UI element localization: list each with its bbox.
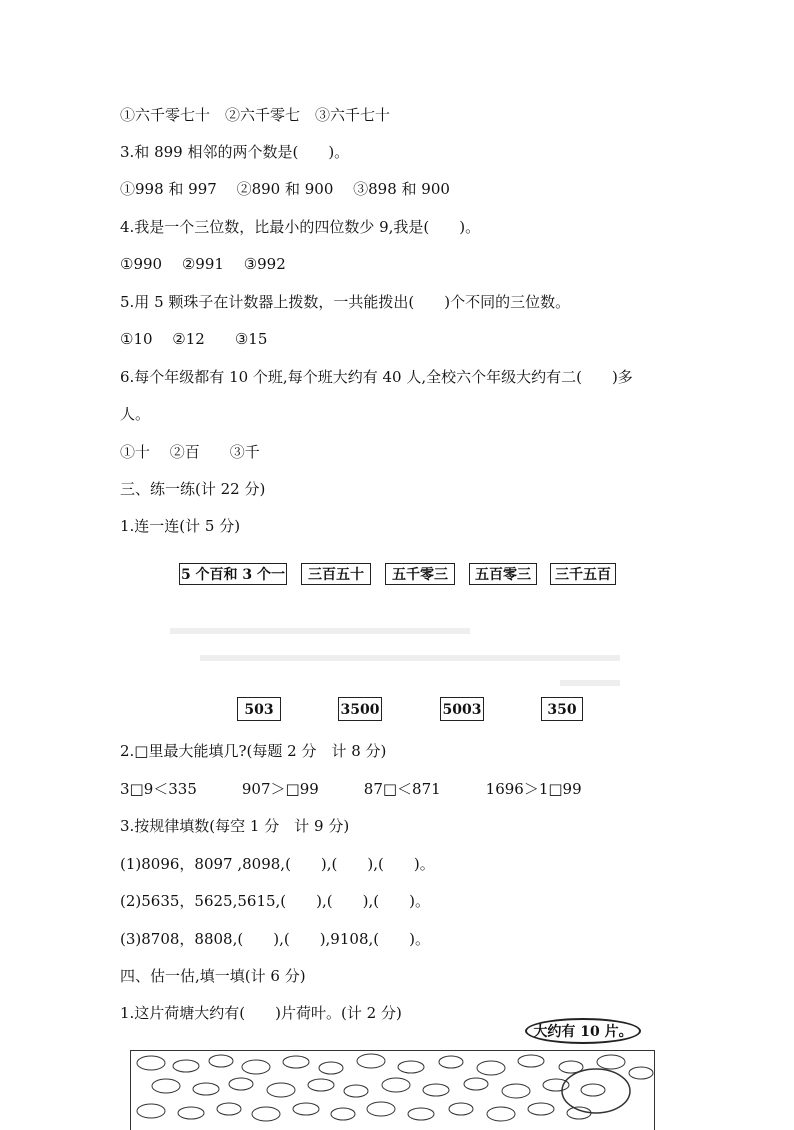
q3-options: ①998 和 997 ②890 和 900 ③898 和 900 bbox=[120, 180, 450, 198]
section-3-heading: 三、练一练(计 22 分) bbox=[120, 480, 266, 498]
word-box-2: 三百五十 bbox=[301, 563, 371, 585]
section-3-q2-items: 3□9＜335 907＞□99 87□＜871 1696＞1□99 bbox=[120, 780, 582, 798]
question-3: 3.和 899 相邻的两个数是( )。 bbox=[120, 143, 350, 161]
q4-options: ①990 ②991 ③992 bbox=[120, 255, 286, 273]
word-box-1: 5 个百和 3 个一 bbox=[179, 563, 287, 585]
number-box-3: 5003 bbox=[440, 697, 484, 721]
speech-bubble: 大约有 10 片。 bbox=[525, 1018, 641, 1044]
q2-options: ①六千零七十 ②六千零七 ③六千七十 bbox=[120, 106, 391, 124]
section-4-heading: 四、估一估,填一填(计 6 分) bbox=[120, 967, 306, 985]
number-box-4: 350 bbox=[541, 697, 583, 721]
question-4: 4.我是一个三位数，比最小的四位数少 9,我是( )。 bbox=[120, 218, 481, 236]
section-4-q1: 1.这片荷塘大约有( )片荷叶。(计 2 分) bbox=[120, 1004, 402, 1022]
faint-background-smudge bbox=[560, 680, 620, 686]
lotus-leaves bbox=[131, 1051, 655, 1130]
sequence-2: (2)5635，5625,5615,( ),( ),( )。 bbox=[120, 892, 430, 910]
word-box-5: 三千五百 bbox=[550, 563, 616, 585]
number-box-2: 3500 bbox=[338, 697, 382, 721]
sequence-1: (1)8096，8097 ,8098,( ),( ),( )。 bbox=[120, 855, 435, 873]
question-6-line2: 人。 bbox=[120, 405, 151, 423]
question-5: 5.用 5 颗珠子在计数器上拨数，一共能拨出( )个不同的三位数。 bbox=[120, 293, 571, 311]
section-3-q1: 1.连一连(计 5 分) bbox=[120, 517, 241, 535]
number-box-1: 503 bbox=[237, 697, 281, 721]
q6-options: ①十 ②百 ③千 bbox=[120, 443, 260, 461]
section-3-q3: 3.按规律填数(每空 1 分 计 9 分) bbox=[120, 817, 350, 835]
sequence-3: (3)8708，8808,( ),( ),9108,( )。 bbox=[120, 930, 430, 948]
section-3-q2: 2.□里最大能填几?(每题 2 分 计 8 分) bbox=[120, 742, 387, 760]
faint-background-smudge bbox=[170, 628, 470, 634]
faint-background-smudge bbox=[200, 655, 620, 661]
word-box-3: 五千零三 bbox=[385, 563, 455, 585]
q5-options: ①10 ②12 ③15 bbox=[120, 330, 268, 348]
word-box-4: 五百零三 bbox=[469, 563, 537, 585]
lotus-pond-illustration bbox=[130, 1050, 655, 1130]
question-6-line1: 6.每个年级都有 10 个班,每个班大约有 40 人,全校六个年级大约有二( )多 bbox=[120, 368, 633, 386]
